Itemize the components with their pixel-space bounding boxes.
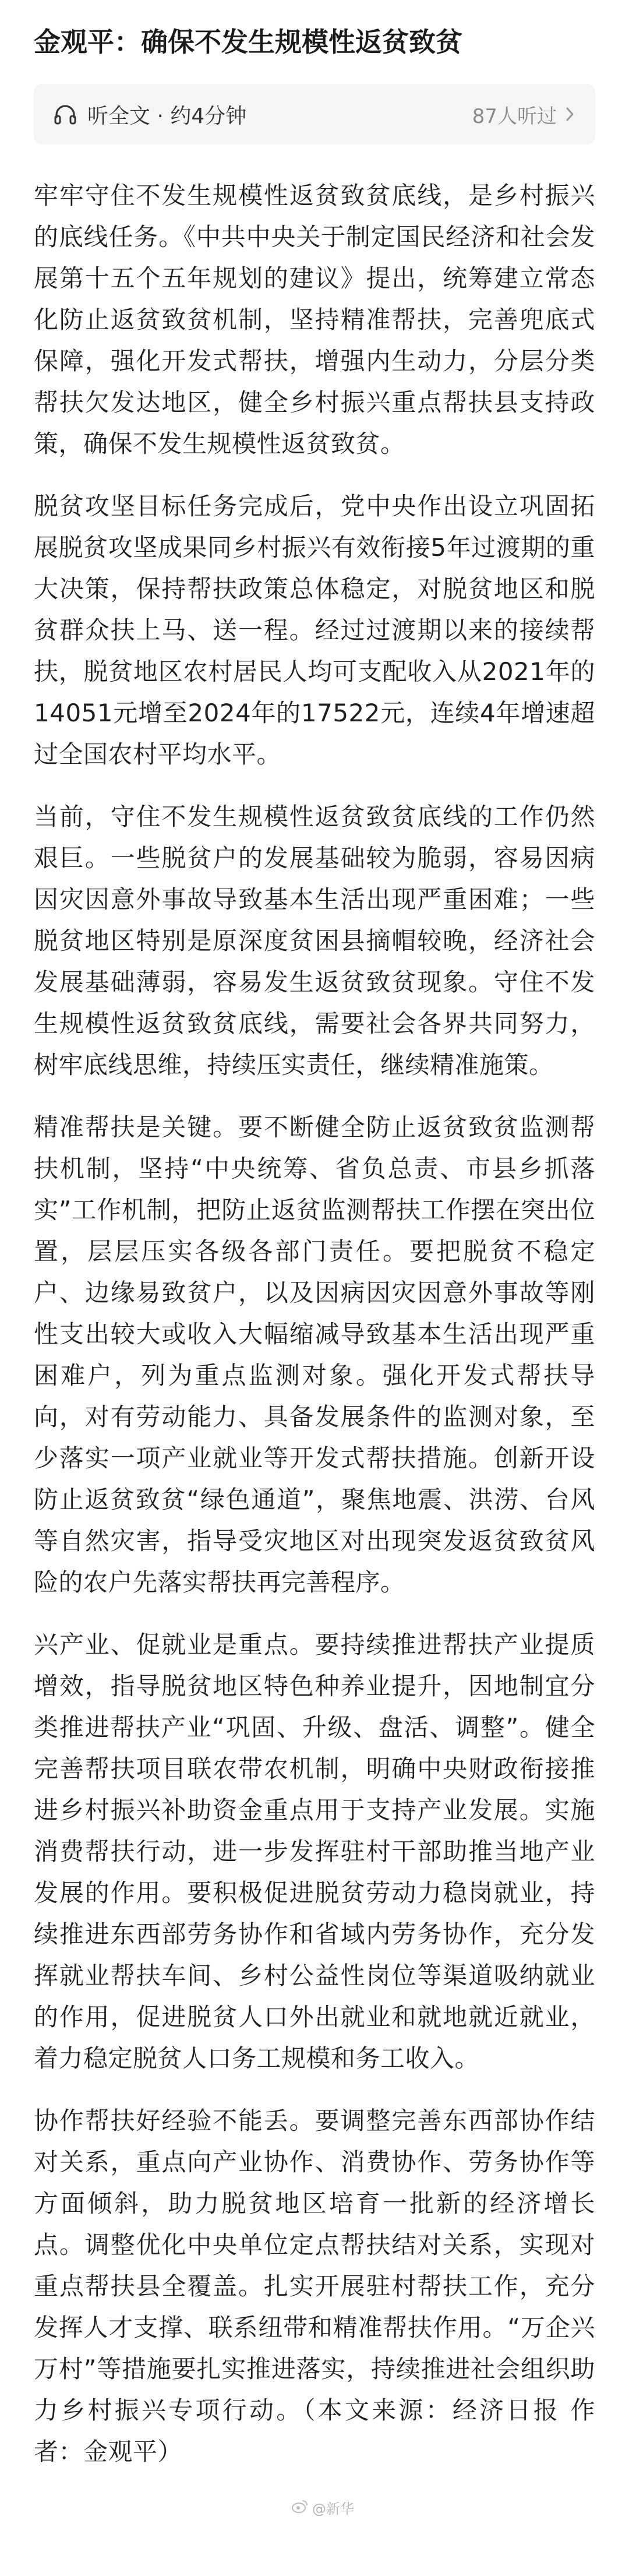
headphones-icon (54, 103, 79, 126)
listen-full-text-bar[interactable] (34, 84, 595, 145)
article-title: 金观平：确保不发生规模性返贫致贫 (34, 26, 462, 58)
article-paragraph: 兴产业、促就业是重点。要持续推进帮扶产业提质增效，指导脱贫地区特色种养业提升，因地制宜分类推进帮扶产业“巩固、升级、盘活、调整”。健全完善帮扶项目联农带农机制，明确中央财政衔接推进乡村振兴补助资金重点用于支持产业发展。实施消费帮扶行动，进一步发挥驻村干部助推当地产业发展的作用。要积极促进脱贫劳动力稳岗就业，持续推进东西部劳务协作和省域内劳务协作，充分发挥就业帮扶车间、乡村公益性岗位等渠道吸纳就业的作用，促进脱贫人口外出就业和就地就近就业，着力稳定脱贫人口务工规模和务工收入。 (34, 1630, 595, 2073)
watermark-text: @新华 (312, 2501, 354, 2517)
article-body (34, 175, 595, 2472)
listen-count: 87人听过 (472, 104, 557, 128)
article-paragraph: 牢牢守住不发生规模性返贫致贫底线，是乡村振兴的底线任务。《中共中央关于制定国民经济和社会发展第十五个五年规划的建议》提出，统筹建立常态化防止返贫致贫机制，坚持精准帮扶，完善兜底式保障，强化开发式帮扶，增强内生动力，分层分类帮扶欠发达地区，健全乡村振兴重点帮扶县支持政策，确保不发生规模性返贫致贫。 (34, 181, 595, 458)
article-paragraph: 脱贫攻坚目标任务完成后，党中央作出设立巩固拓展脱贫攻坚成果同乡村振兴有效衔接5年过渡期的重大决策，保持帮扶政策总体稳定，对脱贫地区和脱贫群众扶上马、送一程。经过过渡期以来的接续帮扶，脱贫地区农村居民人均可支配收入从2021年的14051元增至2024年的17522元，连续4年增速超过全国农村平均水平。 (34, 492, 595, 769)
article-paragraph: 精准帮扶是关键。要不断健全防止返贫致贫监测帮扶机制，坚持“中央统筹、省负总责、市县乡抓落实”工作机制，把防止返贫监测帮扶工作摆在突出位置，层层压实各级各部门责任。要把脱贫不稳定户、边缘易致贫户，以及因病因灾因意外事故等刚性支出较大或收入大幅缩减导致基本生活出现严重困难户，列为重点监测对象。强化开发式帮扶导向，对有劳动能力、具备发展条件的监测对象，至少落实一项产业就业等开发式帮扶措施。创新开设防止返贫致贫“绿色通道”，聚焦地震、洪涝、台风等自然灾害，指导受灾地区对出现突发返贫致贫风险的农户先落实帮扶再完善程序。 (34, 1113, 595, 1597)
weibo-logo-icon (291, 2499, 309, 2517)
article-paragraph: 协作帮扶好经验不能丢。要调整完善东西部协作结对关系，重点向产业协作、消费协作、劳务协作等方面倾斜，助力脱贫地区培育一批新的经济增长点。调整优化中央单位定点帮扶结对关系，实现对重点帮扶县全覆盖。扎实开展驻村帮扶工作，充分发挥人才支撑、联系纽带和精准帮扶作用。“万企兴万村”等措施要扎实推进落实，持续推进社会组织助力乡村振兴专项行动。（本文来源：经济日报 作者：金观平） (34, 2106, 595, 2466)
chevron-right-icon (565, 105, 575, 123)
watermark (291, 2497, 354, 2518)
listen-full-text-label: 听全文 · 约4分钟 (87, 104, 247, 128)
article-paragraph: 当前，守住不发生规模性返贫致贫底线的工作仍然艰巨。一些脱贫户的发展基础较为脆弱，容易因病因灾因意外事故导致基本生活出现严重困难；一些脱贫地区特别是原深度贫困县摘帽较晚，经济社会发展基础薄弱，容易发生返贫致贫现象。守住不发生规模性返贫致贫底线，需要社会各界共同努力，树牢底线思维，持续压实责任，继续精准施策。 (34, 802, 595, 1079)
